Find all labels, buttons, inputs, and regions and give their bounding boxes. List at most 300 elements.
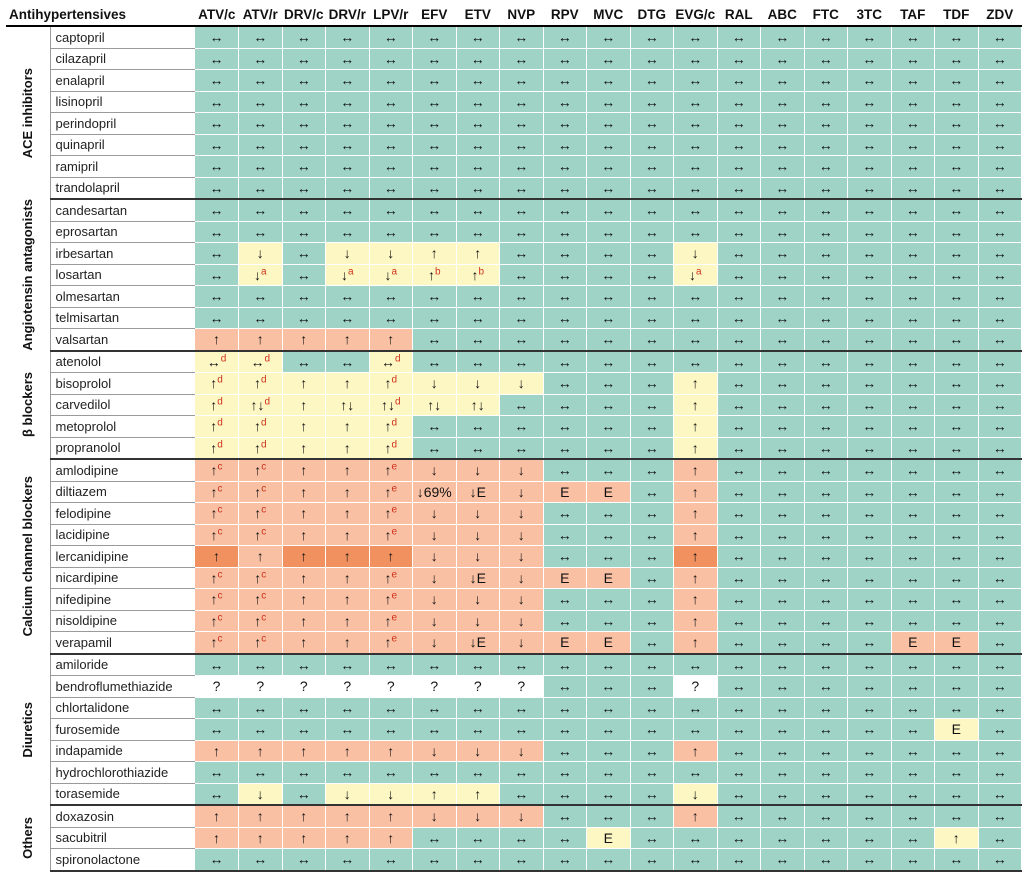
- interaction-symbol: ↔: [209, 266, 224, 283]
- drug-name: bendroflumethiazide: [50, 676, 195, 698]
- interaction-symbol: ↔: [601, 526, 616, 543]
- interaction-symbol: ↔: [209, 721, 224, 738]
- table-row: [6, 177, 1022, 199]
- interaction-cell: [848, 827, 892, 849]
- interaction-symbol: ↔: [644, 462, 659, 479]
- interaction-symbol: ↑: [691, 548, 699, 565]
- interaction-cell: [935, 459, 979, 481]
- interaction-symbol: ↔: [949, 29, 964, 46]
- interaction-cell: [587, 676, 631, 698]
- interaction-cell: [717, 221, 761, 243]
- interaction-symbol: ↑: [300, 462, 308, 479]
- interaction-symbol: ↑: [384, 569, 392, 586]
- interaction-cell: [326, 783, 370, 805]
- interaction-symbol: ↔: [818, 785, 833, 802]
- category-cell: [6, 199, 50, 351]
- interaction-cell: [413, 177, 457, 199]
- interaction-cell: [326, 719, 370, 741]
- interaction-symbol: ↔: [949, 115, 964, 132]
- interaction-symbol: ↑: [254, 462, 262, 479]
- interaction-symbol: ↔: [949, 353, 964, 370]
- interaction-symbol: ↔: [557, 375, 572, 392]
- footnote-marker: d: [394, 353, 401, 365]
- interaction-symbol: ↔: [427, 29, 442, 46]
- interaction-symbol: ↔: [775, 331, 790, 348]
- interaction-symbol: ↔: [731, 29, 746, 46]
- interaction-cell: [543, 632, 587, 654]
- interaction-symbol: ↔: [688, 115, 703, 132]
- interaction-symbol: ↑: [691, 569, 699, 586]
- interaction-cell: [630, 524, 674, 546]
- drug-name: indapamide: [50, 740, 195, 762]
- interaction-cell: [500, 70, 544, 92]
- interaction-cell: [761, 26, 805, 48]
- interaction-cell: [239, 567, 283, 589]
- interaction-cell: [891, 286, 935, 308]
- interaction-cell: [282, 610, 326, 632]
- interaction-symbol: ↔: [514, 309, 529, 326]
- interaction-cell: [674, 134, 718, 156]
- interaction-cell: [326, 805, 370, 827]
- interaction-cell: [413, 243, 457, 265]
- interaction-symbol: ↑: [300, 375, 308, 392]
- interaction-symbol: ↔: [949, 656, 964, 673]
- interaction-cell: [413, 805, 457, 827]
- interaction-symbol: ↔: [470, 829, 485, 846]
- interaction-cell: [282, 654, 326, 676]
- interaction-cell: [500, 286, 544, 308]
- interaction-cell: [891, 783, 935, 805]
- interaction-cell: [804, 264, 848, 286]
- interaction-symbol: ↓: [517, 591, 525, 608]
- interaction-cell: [413, 394, 457, 416]
- column-header-lpv-r: LPV/r: [369, 4, 413, 26]
- interaction-cell: [500, 26, 544, 48]
- interaction-symbol: ↓: [387, 245, 395, 262]
- interaction-cell: [500, 156, 544, 178]
- interaction-symbol: ↔: [557, 245, 572, 262]
- interaction-symbol: ↔: [688, 331, 703, 348]
- interaction-cell: [543, 307, 587, 329]
- interaction-symbol: ↔: [383, 764, 398, 781]
- interaction-cell: [543, 610, 587, 632]
- interaction-cell: [239, 849, 283, 871]
- interaction-symbol: ↔: [380, 353, 395, 370]
- interaction-cell: [804, 243, 848, 265]
- interaction-cell: [717, 610, 761, 632]
- interaction-symbol: ↑: [430, 245, 438, 262]
- interaction-symbol: ↔: [862, 115, 877, 132]
- interaction-cell: [804, 70, 848, 92]
- interaction-symbol: ↔: [253, 115, 268, 132]
- interaction-cell: [630, 610, 674, 632]
- interaction-symbol: ↔: [775, 288, 790, 305]
- interaction-symbol: ↔: [862, 93, 877, 110]
- interaction-cell: [500, 481, 544, 503]
- interaction-symbol: ↔: [992, 418, 1007, 435]
- interaction-symbol: ↔: [253, 202, 268, 219]
- interaction-symbol: ↔: [514, 245, 529, 262]
- interaction-cell: [326, 221, 370, 243]
- interaction-symbol: ↔: [862, 785, 877, 802]
- interaction-symbol: ↔: [383, 72, 398, 89]
- interaction-symbol: ↔: [731, 93, 746, 110]
- interaction-symbol: ↔: [992, 505, 1007, 522]
- interaction-cell: [587, 481, 631, 503]
- interaction-cell: [282, 481, 326, 503]
- interaction-cell: [587, 91, 631, 113]
- interaction-symbol: ↑: [254, 505, 262, 522]
- interaction-cell: [630, 113, 674, 135]
- interaction-cell: [717, 156, 761, 178]
- interaction-symbol: ↔: [862, 591, 877, 608]
- interaction-symbol: ↔: [992, 353, 1007, 370]
- interaction-symbol: ↔: [427, 439, 442, 456]
- interaction-cell: [587, 26, 631, 48]
- interaction-cell: [630, 437, 674, 459]
- interaction-cell: [500, 610, 544, 632]
- interaction-cell: [282, 351, 326, 373]
- interaction-symbol: ↓: [517, 634, 525, 651]
- interaction-cell: [282, 221, 326, 243]
- interaction-symbol: ↔: [818, 612, 833, 629]
- interaction-cell: [587, 329, 631, 351]
- interaction-cell: [239, 286, 283, 308]
- interaction-symbol: ↔: [992, 656, 1007, 673]
- interaction-symbol: ↔: [644, 72, 659, 89]
- interaction-cell: [717, 48, 761, 70]
- interaction-symbol: ↔: [775, 462, 790, 479]
- interaction-cell: [935, 827, 979, 849]
- interaction-symbol: ↔: [775, 591, 790, 608]
- interaction-symbol: ↔: [818, 808, 833, 825]
- drug-name: amiloride: [50, 654, 195, 676]
- interaction-cell: [935, 524, 979, 546]
- interaction-cell: [587, 762, 631, 784]
- interaction-cell: [978, 740, 1022, 762]
- interaction-symbol: ↔: [731, 418, 746, 435]
- interaction-symbol: ↔: [905, 526, 920, 543]
- interaction-cell: [413, 610, 457, 632]
- interaction-cell: [978, 546, 1022, 568]
- interaction-symbol: ↑: [387, 548, 395, 565]
- interaction-symbol: ↔: [206, 353, 221, 370]
- category-label: Calcium channel blockers: [20, 476, 36, 637]
- interaction-cell: [587, 827, 631, 849]
- drug-name: doxazosin: [50, 805, 195, 827]
- interaction-symbol: ↔: [992, 699, 1007, 716]
- interaction-cell: [761, 762, 805, 784]
- drug-name: diltiazem: [50, 481, 195, 503]
- interaction-symbol: ↓: [343, 245, 351, 262]
- interaction-cell: [674, 503, 718, 525]
- interaction-cell: [500, 264, 544, 286]
- interaction-symbol: ↔: [818, 439, 833, 456]
- interaction-cell: [891, 632, 935, 654]
- interaction-cell: [848, 783, 892, 805]
- interaction-cell: [587, 416, 631, 438]
- interaction-cell: [239, 589, 283, 611]
- interaction-cell: [804, 610, 848, 632]
- interaction-symbol: ↔: [775, 309, 790, 326]
- interaction-symbol: ↔: [514, 331, 529, 348]
- interaction-cell: [717, 264, 761, 286]
- interaction-cell: [456, 416, 500, 438]
- interaction-symbol: ↔: [601, 678, 616, 695]
- interaction-symbol: ↑: [387, 331, 395, 348]
- interaction-cell: [717, 177, 761, 199]
- interaction-cell: [369, 329, 413, 351]
- interaction-symbol: ↔: [644, 634, 659, 651]
- interaction-cell: [195, 307, 239, 329]
- interaction-cell: [369, 762, 413, 784]
- interaction-symbol: ↑: [210, 612, 218, 629]
- interaction-symbol: ↔: [905, 245, 920, 262]
- interaction-symbol: ↔: [470, 115, 485, 132]
- interaction-symbol: ↔: [514, 115, 529, 132]
- interaction-cell: [630, 243, 674, 265]
- interaction-cell: [674, 632, 718, 654]
- interaction-symbol: ↑: [210, 634, 218, 651]
- interaction-cell: [239, 221, 283, 243]
- interaction-symbol: ↔: [905, 418, 920, 435]
- interaction-cell: [413, 762, 457, 784]
- interaction-symbol: ↔: [905, 309, 920, 326]
- interaction-cell: [500, 91, 544, 113]
- interaction-cell: [456, 459, 500, 481]
- interaction-symbol: ↔: [296, 29, 311, 46]
- interaction-cell: [674, 827, 718, 849]
- interaction-symbol: ↔: [644, 764, 659, 781]
- interaction-cell: [978, 199, 1022, 221]
- interaction-symbol: ↔: [253, 309, 268, 326]
- interaction-symbol: ↔: [427, 309, 442, 326]
- interaction-symbol: ↑: [213, 829, 220, 846]
- interaction-cell: [369, 610, 413, 632]
- interaction-cell: [630, 697, 674, 719]
- interaction-symbol: ↔: [731, 245, 746, 262]
- interaction-cell: [282, 524, 326, 546]
- interaction-symbol: ↔: [775, 634, 790, 651]
- interaction-symbol: ↔: [775, 721, 790, 738]
- interaction-symbol: ↔: [731, 158, 746, 175]
- interaction-symbol: ↔: [818, 179, 833, 196]
- interaction-cell: [630, 654, 674, 676]
- interaction-symbol: ↔: [731, 808, 746, 825]
- interaction-cell: [413, 524, 457, 546]
- interaction-symbol: ↔: [250, 353, 265, 370]
- category-label: Diuretics: [20, 701, 36, 758]
- interaction-cell: [935, 199, 979, 221]
- interaction-symbol: ↔: [209, 764, 224, 781]
- interaction-symbol: ↔: [992, 50, 1007, 67]
- interaction-cell: [239, 70, 283, 92]
- interaction-cell: [978, 394, 1022, 416]
- interaction-symbol: ↔: [775, 569, 790, 586]
- interaction-cell: [543, 546, 587, 568]
- interaction-cell: [804, 177, 848, 199]
- interaction-symbol: ↔: [470, 851, 485, 868]
- interaction-cell: [369, 589, 413, 611]
- interaction-cell: [935, 177, 979, 199]
- interaction-cell: [630, 26, 674, 48]
- interaction-cell: [456, 697, 500, 719]
- interaction-cell: [195, 264, 239, 286]
- interaction-cell: [891, 827, 935, 849]
- interaction-cell: [804, 437, 848, 459]
- interaction-symbol: ↓: [688, 266, 696, 283]
- interaction-cell: [369, 459, 413, 481]
- interaction-symbol: ↔: [905, 202, 920, 219]
- interaction-cell: [543, 503, 587, 525]
- interaction-cell: [413, 503, 457, 525]
- table-row: [6, 524, 1022, 546]
- interaction-cell: [587, 199, 631, 221]
- interaction-cell: [978, 762, 1022, 784]
- interaction-symbol: ↔: [209, 656, 224, 673]
- interaction-symbol: ↑: [254, 483, 262, 500]
- interaction-symbol: ↔: [775, 115, 790, 132]
- interaction-cell: [282, 243, 326, 265]
- interaction-symbol: ↔: [905, 829, 920, 846]
- interaction-cell: [978, 113, 1022, 135]
- interaction-symbol: ↔: [383, 158, 398, 175]
- interaction-symbol: ↔: [209, 202, 224, 219]
- interaction-cell: [978, 156, 1022, 178]
- interaction-symbol: ↔: [470, 309, 485, 326]
- interaction-cell: [326, 546, 370, 568]
- interaction-symbol: ↑: [300, 505, 308, 522]
- interaction-symbol: ↓: [430, 808, 438, 825]
- interaction-cell: [891, 589, 935, 611]
- interaction-cell: [848, 697, 892, 719]
- interaction-cell: [804, 286, 848, 308]
- interaction-cell: [674, 524, 718, 546]
- interaction-cell: [804, 48, 848, 70]
- interaction-symbol: ↔: [340, 851, 355, 868]
- table-row: [6, 26, 1022, 48]
- table-row: [6, 70, 1022, 92]
- footnote-marker: c: [261, 633, 267, 645]
- interaction-cell: [500, 459, 544, 481]
- interaction-symbol: ↔: [775, 678, 790, 695]
- interaction-symbol: ↔: [557, 439, 572, 456]
- interaction-cell: [717, 481, 761, 503]
- interaction-symbol: ↔: [862, 808, 877, 825]
- interaction-symbol: ↔: [601, 245, 616, 262]
- column-header-atv-r: ATV/r: [239, 4, 283, 26]
- interaction-symbol: ↓: [474, 742, 482, 759]
- interaction-cell: [891, 849, 935, 871]
- interaction-symbol: ↓: [343, 785, 351, 802]
- footnote-marker: c: [217, 633, 223, 645]
- interaction-cell: [891, 481, 935, 503]
- interaction-symbol: ↑: [254, 634, 262, 651]
- interaction-symbol: ↔: [862, 742, 877, 759]
- interaction-symbol: ↔: [992, 375, 1007, 392]
- interaction-cell: [239, 676, 283, 698]
- interaction-symbol: ↔: [905, 505, 920, 522]
- interaction-cell: [804, 373, 848, 395]
- interaction-symbol: ↔: [731, 115, 746, 132]
- interaction-cell: [282, 783, 326, 805]
- interaction-symbol: ↔: [992, 851, 1007, 868]
- interaction-symbol: ↑: [300, 808, 308, 825]
- interaction-symbol: ↔: [557, 829, 572, 846]
- drug-name: hydrochlorothiazide: [50, 762, 195, 784]
- interaction-symbol: ↔: [557, 309, 572, 326]
- interaction-cell: [717, 113, 761, 135]
- interaction-cell: [500, 849, 544, 871]
- interaction-cell: [413, 26, 457, 48]
- interaction-symbol: ↔: [731, 851, 746, 868]
- interaction-symbol: ↔: [514, 93, 529, 110]
- interaction-symbol: ↔: [905, 462, 920, 479]
- interaction-symbol: ↔: [949, 439, 964, 456]
- interaction-symbol: ↔: [862, 331, 877, 348]
- interaction-cell: [543, 373, 587, 395]
- interaction-symbol: ↔: [601, 505, 616, 522]
- interaction-cell: [282, 503, 326, 525]
- interaction-symbol: ?: [256, 678, 265, 695]
- table-row: [6, 437, 1022, 459]
- interaction-cell: [848, 307, 892, 329]
- interaction-symbol: ↔: [862, 505, 877, 522]
- interaction-symbol: ↔: [644, 223, 659, 240]
- footnote-marker: c: [217, 612, 223, 624]
- interaction-cell: [848, 134, 892, 156]
- interaction-cell: [456, 113, 500, 135]
- interaction-symbol: ↓: [256, 245, 264, 262]
- interaction-symbol: ↔: [383, 202, 398, 219]
- interaction-symbol: ↑: [300, 396, 308, 413]
- interaction-table: [6, 4, 1022, 872]
- interaction-symbol: ↑: [343, 591, 351, 608]
- interaction-cell: [935, 329, 979, 351]
- interaction-symbol: ↔: [383, 309, 398, 326]
- interaction-cell: [935, 70, 979, 92]
- interaction-symbol: ↔: [905, 158, 920, 175]
- interaction-symbol: ↔: [818, 764, 833, 781]
- interaction-symbol: ↔: [818, 721, 833, 738]
- interaction-symbol: ↔: [905, 115, 920, 132]
- interaction-symbol: ↔: [427, 331, 442, 348]
- interaction-symbol: ↔: [601, 375, 616, 392]
- interaction-symbol: ↔: [992, 462, 1007, 479]
- interaction-cell: [195, 567, 239, 589]
- interaction-symbol: ↔: [644, 396, 659, 413]
- interaction-cell: [630, 589, 674, 611]
- interaction-cell: [630, 156, 674, 178]
- interaction-cell: [891, 264, 935, 286]
- interaction-symbol: ↔: [862, 72, 877, 89]
- table-row: [6, 503, 1022, 525]
- interaction-cell: [413, 589, 457, 611]
- interaction-symbol: ↔: [601, 699, 616, 716]
- interaction-cell: [587, 805, 631, 827]
- interaction-symbol: ↓E: [469, 569, 486, 586]
- interaction-symbol: ↔: [601, 764, 616, 781]
- interaction-symbol: ↔: [905, 548, 920, 565]
- interaction-cell: [935, 91, 979, 113]
- interaction-symbol: ↔: [818, 115, 833, 132]
- interaction-symbol: ↑: [210, 418, 218, 435]
- interaction-symbol: ↔: [644, 483, 659, 500]
- interaction-cell: [413, 416, 457, 438]
- interaction-cell: [674, 849, 718, 871]
- drug-name: chlortalidone: [50, 697, 195, 719]
- drug-name: nifedipine: [50, 589, 195, 611]
